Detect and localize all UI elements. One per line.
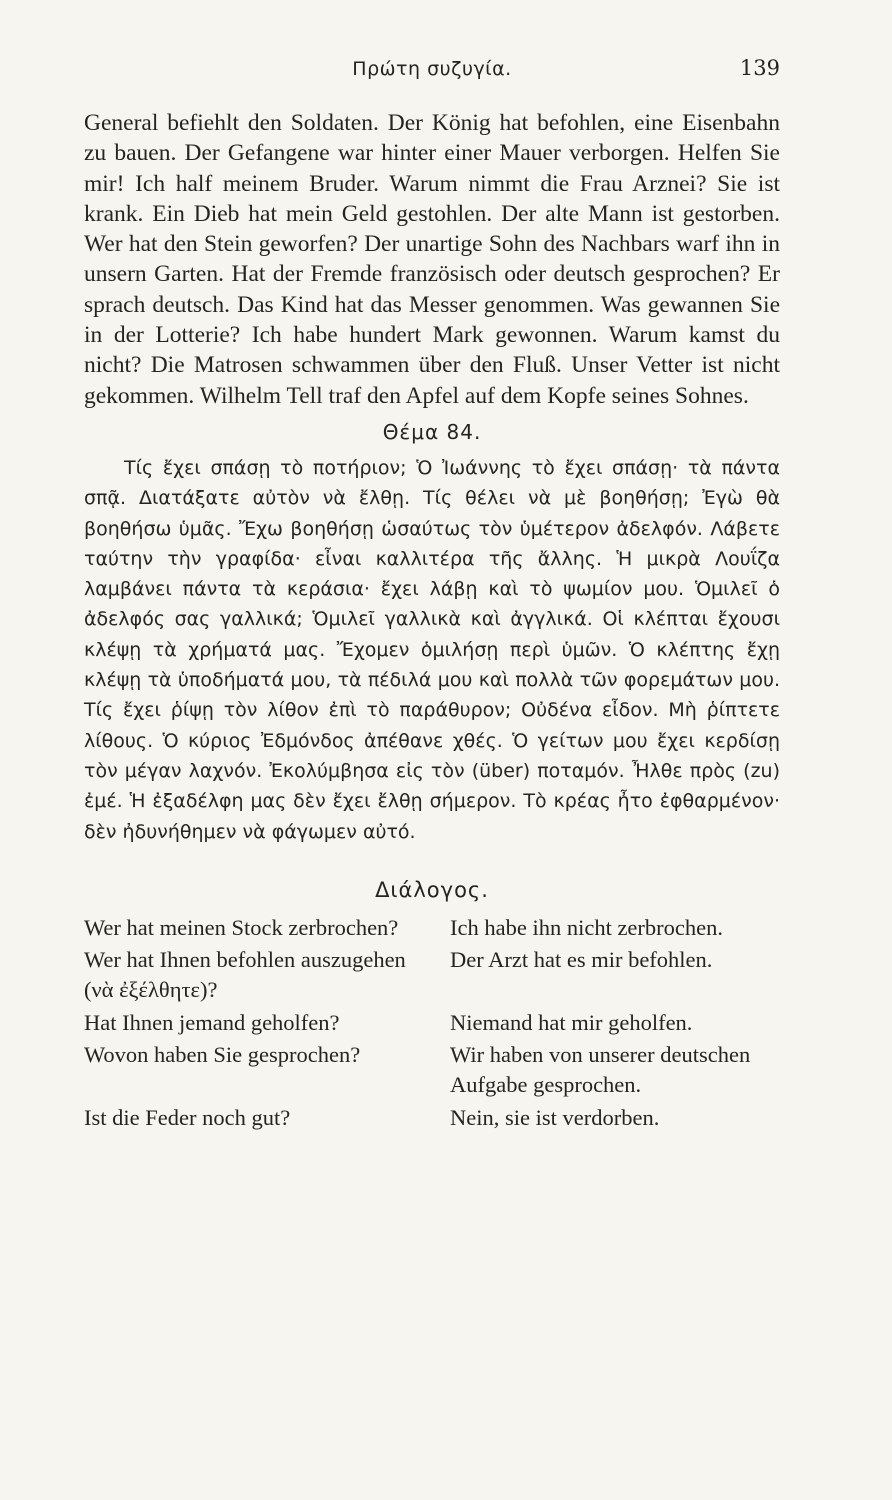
dialog-row — [84, 1008, 780, 1038]
dialog-answer: Ich habe ihn nicht zerbrochen. — [450, 914, 723, 940]
running-head — [84, 56, 780, 86]
page-number: 139 — [739, 56, 780, 80]
dialog-question: Wovon haben Sie gesprochen? — [84, 1042, 361, 1068]
dialog-answer: Wir haben von unserer deutschen Aufgabe gesprochen. — [450, 1042, 751, 1098]
dialog-row — [84, 1040, 780, 1101]
dialog-answer: Niemand hat mir geholfen. — [450, 1009, 693, 1035]
greek-exercise-paragraph: Τίς ἔχει σπάσῃ τὸ ποτήριον; Ὁ Ἰωάννης τὸ ἔχει σπάσῃ· τὰ πάντα σπᾷ. Διατάξατε αὐτὸν νὰ ἔλθῃ. Τίς θέλει νὰ μὲ βοηθήσῃ; Ἐγὼ θὰ βοηθήσω ὑμᾶς. Ἔχω βοηθήσῃ ὡσαύτως τὸν ὑμέτερον ἀδελφόν. Λάβετε ταύτην τὴν γραφίδα· εἶναι καλλιτέρα τῆς ἄλλης. Ἡ μικρὰ Λουΐζα λαμβάνει πάντα τὰ κεράσια· ἔχει λάβῃ καὶ τὸ ψωμίον μου. Ὁμιλεῖ ὁ ἀδελφός σας γαλλικά; Ὁμιλεῖ γαλλικὰ καὶ ἀγγλικά. Οἱ κλέπται ἔχουσι κλέψῃ τὰ χρήματά μας. Ἔχομεν ὁμιλήσῃ περὶ ὑμῶν. Ὁ κλέπτης ἔχῃ κλέψῃ τὰ ὑποδήματά μου, τὰ πέδιλά μου καὶ πολλὰ τῶν φορεμάτων μου. Τίς ἔχει ῥίψῃ τὸν λίθον ἐπὶ τὸ παράθυρον; Οὐδένα εἶδον. Μὴ ῥίπτετε λίθους. Ὁ κύριος Ἐδμόνδος ἀπέθανε χθές. Ὁ γείτων μου ἔχει κερδίσῃ τὸν μέγαν λαχνόν. Ἐκολύμβησα εἰς τὸν (über) ποταμόν. Ἦλθε πρὸς (zu) ἐμέ. Ἡ ἐξαδέλφη μας δὲν ἔχει ἔλθῃ σήμερον. Τὸ κρέας ἦτο ἐφθαρμένον· δὲν ἠδυνήθημεν νὰ φάγωμεν αὐτό. — [84, 456, 780, 843]
dialog-question: Ist die Feder noch gut? — [84, 1104, 291, 1130]
dialog-table — [84, 913, 780, 1133]
dialog-heading: Διάλογος. — [375, 877, 489, 902]
exercise-heading: Θέμα 84. — [382, 419, 482, 444]
dialog-answer: Der Arzt hat es mir befohlen. — [450, 947, 713, 973]
dialog-question: Wer hat Ihnen befohlen auszugehen (νὰ ἐξέλθητε)? — [84, 947, 406, 1003]
dialog-row — [84, 945, 780, 1006]
dialog-question: Wer hat meinen Stock zerbrochen? — [84, 914, 399, 940]
dialog-question: Hat Ihnen jemand geholfen? — [84, 1009, 340, 1035]
dialog-row — [84, 913, 780, 943]
german-paragraph: General befiehlt den Soldaten. Der König hat befohlen, eine Eisenbahn zu bauen. Der Gefangene war hinter einer Mauer verborgen. Helfen Sie mir! Ich half meinem Bruder. Warum nimmt die Frau Arznei? Sie ist krank. Ein Dieb hat mein Geld gestohlen. Der alte Mann ist gestorben. Wer hat den Stein geworfen? Der unartige Sohn des Nachbars warf ihn in unsern Garten. Hat der Fremde französisch oder deutsch gesprochen? Er sprach deutsch. Das Kind hat das Messer genommen. Was gewannen Sie in der Lotterie? Ich habe hundert Mark gewonnen. Warum kamst du nicht? Die Matrosen schwammen über den Fluß. Unser Vetter ist nicht gekommen. Wilhelm Tell traf den Apfel auf dem Kopfe seines Sohnes. — [84, 110, 780, 409]
running-title: Πρώτη συζυγία. — [352, 58, 512, 80]
dialog-row — [84, 1103, 780, 1133]
body-text — [84, 108, 780, 1135]
dialog-answer: Nein, sie ist verdorben. — [450, 1104, 660, 1130]
